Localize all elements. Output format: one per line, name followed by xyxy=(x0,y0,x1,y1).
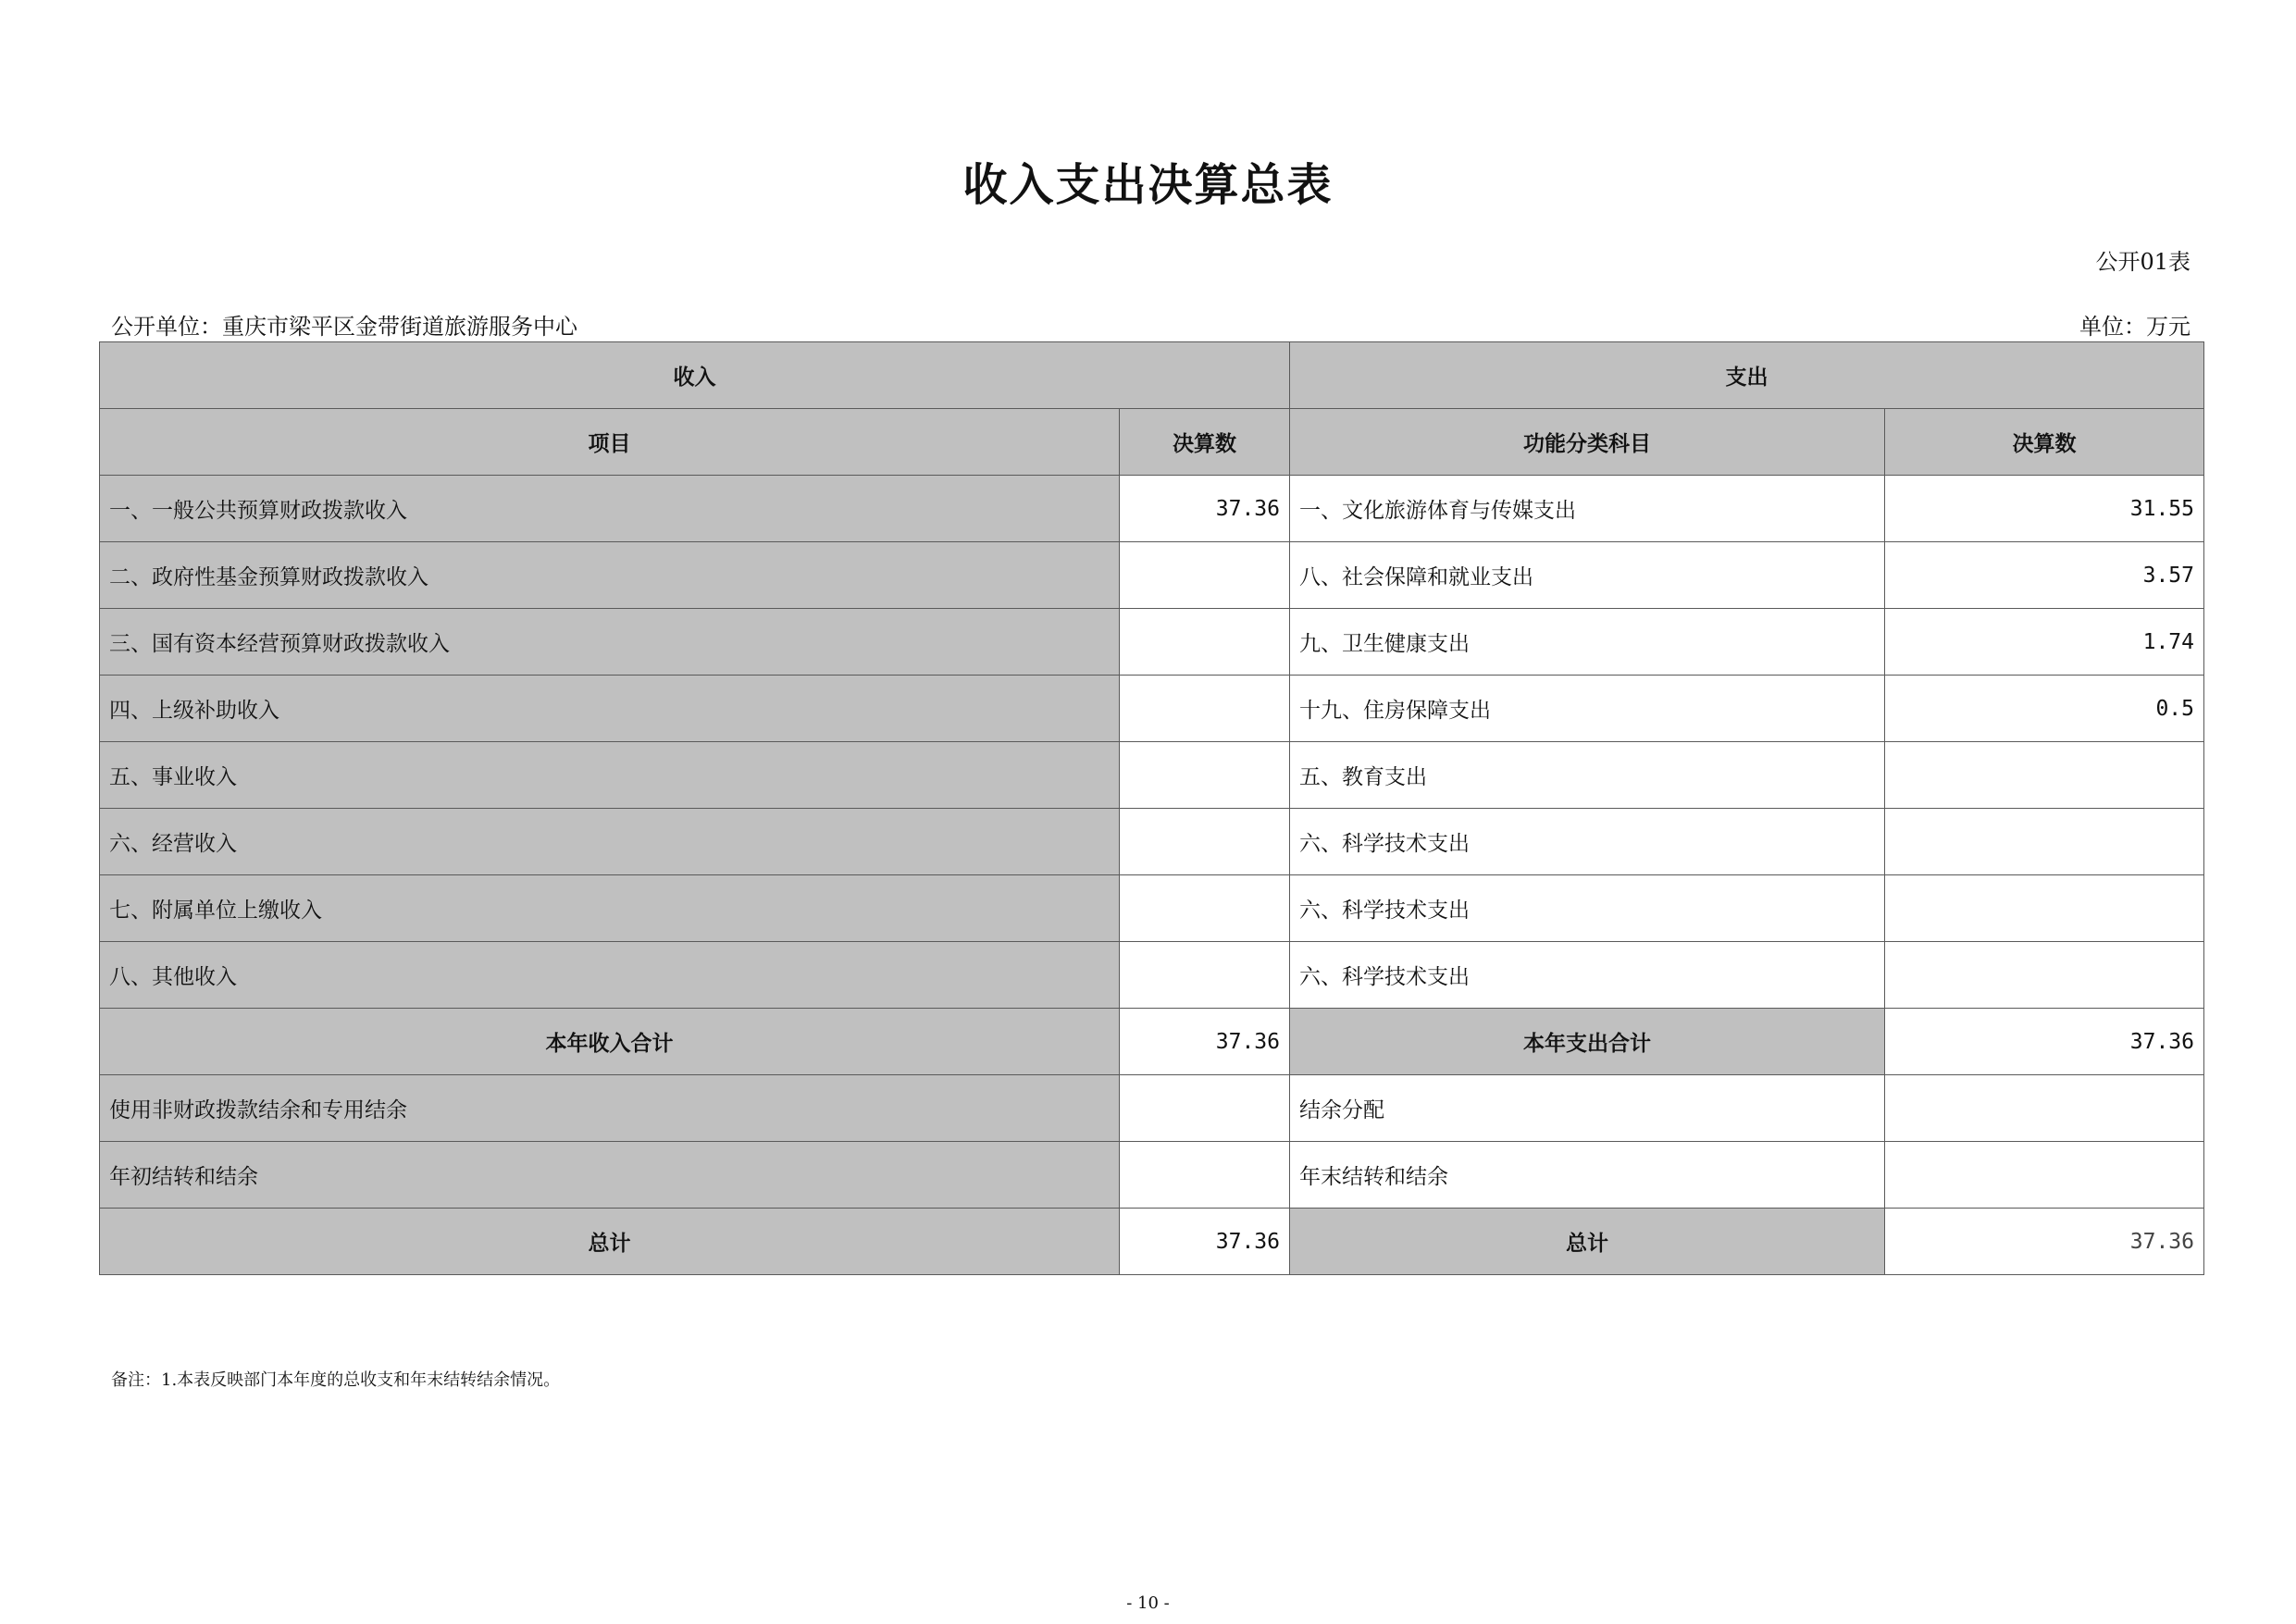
expense-amount-column-header: 决算数 xyxy=(1885,409,2204,476)
expense-amount xyxy=(1885,1142,2204,1209)
expense-section-header: 支出 xyxy=(1290,342,2204,409)
expense-subtotal-amount: 37.36 xyxy=(1885,1009,2204,1075)
expense-total-label: 总计 xyxy=(1290,1209,1885,1275)
item-column-header: 项目 xyxy=(100,409,1120,476)
income-amount xyxy=(1120,809,1290,875)
income-item: 七、附属单位上缴收入 xyxy=(100,875,1120,942)
expense-total-amount: 37.36 xyxy=(1885,1209,2204,1275)
income-amount-column-header: 决算数 xyxy=(1120,409,1290,476)
income-amount xyxy=(1120,1075,1290,1142)
table-row xyxy=(100,542,2204,609)
table-row xyxy=(100,809,2204,875)
income-amount xyxy=(1120,542,1290,609)
income-total-label: 总计 xyxy=(100,1209,1120,1275)
table-row xyxy=(100,609,2204,676)
function-category-column-header: 功能分类科目 xyxy=(1290,409,1885,476)
table-row xyxy=(100,1142,2204,1209)
expense-item: 十九、住房保障支出 xyxy=(1290,676,1885,742)
income-item: 年初结转和结余 xyxy=(100,1142,1120,1209)
expense-amount: 0.5 xyxy=(1885,676,2204,742)
expense-amount xyxy=(1885,1075,2204,1142)
expense-amount xyxy=(1885,875,2204,942)
table-row xyxy=(100,676,2204,742)
income-section-header: 收入 xyxy=(100,342,1290,409)
subtotal-row xyxy=(100,1009,2204,1075)
income-amount xyxy=(1120,742,1290,809)
expense-amount xyxy=(1885,809,2204,875)
income-item: 四、上级补助收入 xyxy=(100,676,1120,742)
income-expense-table xyxy=(99,341,2204,1275)
form-number: 公开01表 xyxy=(2095,249,2191,275)
currency-unit: 单位：万元 xyxy=(2079,314,2191,340)
expense-item: 六、科学技术支出 xyxy=(1290,942,1885,1009)
expense-amount xyxy=(1885,742,2204,809)
table-row xyxy=(100,875,2204,942)
income-amount xyxy=(1120,942,1290,1009)
expense-item: 五、教育支出 xyxy=(1290,742,1885,809)
expense-item: 六、科学技术支出 xyxy=(1290,875,1885,942)
income-item: 八、其他收入 xyxy=(100,942,1120,1009)
expense-item: 八、社会保障和就业支出 xyxy=(1290,542,1885,609)
expense-subtotal-label: 本年支出合计 xyxy=(1290,1009,1885,1075)
header-row-columns xyxy=(100,409,2204,476)
expense-item: 年末结转和结余 xyxy=(1290,1142,1885,1209)
income-item: 二、政府性基金预算财政拨款收入 xyxy=(100,542,1120,609)
table-row xyxy=(100,476,2204,542)
income-amount xyxy=(1120,609,1290,676)
income-item: 使用非财政拨款结余和专用结余 xyxy=(100,1075,1120,1142)
page-number: - 10 - xyxy=(1126,1593,1170,1613)
total-row xyxy=(100,1209,2204,1275)
footnote: 备注：1.本表反映部门本年度的总收支和年末结转结余情况。 xyxy=(111,1370,561,1390)
income-item: 五、事业收入 xyxy=(100,742,1120,809)
expense-item: 九、卫生健康支出 xyxy=(1290,609,1885,676)
income-item: 六、经营收入 xyxy=(100,809,1120,875)
income-amount xyxy=(1120,676,1290,742)
income-item: 三、国有资本经营预算财政拨款收入 xyxy=(100,609,1120,676)
income-amount xyxy=(1120,875,1290,942)
header-row-sections xyxy=(100,342,2204,409)
table-row xyxy=(100,942,2204,1009)
expense-amount: 31.55 xyxy=(1885,476,2204,542)
expense-item: 结余分配 xyxy=(1290,1075,1885,1142)
page-title: 收入支出决算总表 xyxy=(962,159,1334,211)
expense-item: 一、文化旅游体育与传媒支出 xyxy=(1290,476,1885,542)
income-subtotal-amount: 37.36 xyxy=(1120,1009,1290,1075)
income-amount: 37.36 xyxy=(1120,476,1290,542)
expense-amount: 3.57 xyxy=(1885,542,2204,609)
expense-amount xyxy=(1885,942,2204,1009)
income-subtotal-label: 本年收入合计 xyxy=(100,1009,1120,1075)
expense-amount: 1.74 xyxy=(1885,609,2204,676)
income-amount xyxy=(1120,1142,1290,1209)
table-row xyxy=(100,1075,2204,1142)
expense-item: 六、科学技术支出 xyxy=(1290,809,1885,875)
table-row xyxy=(100,742,2204,809)
reporting-unit: 公开单位：重庆市梁平区金带街道旅游服务中心 xyxy=(111,314,577,340)
income-total-amount: 37.36 xyxy=(1120,1209,1290,1275)
income-item: 一、一般公共预算财政拨款收入 xyxy=(100,476,1120,542)
